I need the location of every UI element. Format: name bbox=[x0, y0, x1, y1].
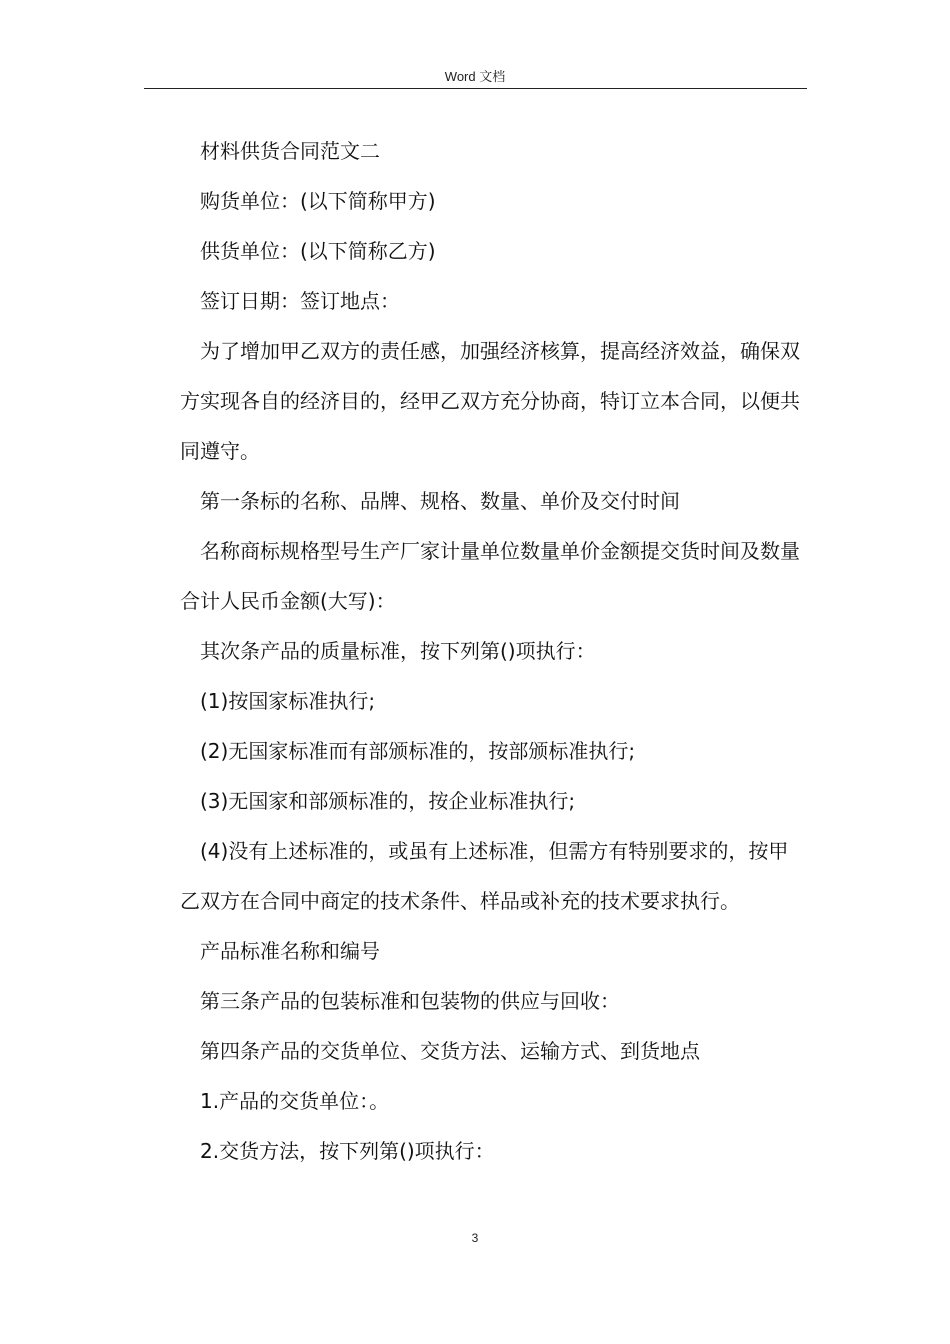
article-4-item-1: 1.产品的交货单位：。 bbox=[200, 1089, 390, 1113]
supplier-line: 供货单位：(以下简称乙方) bbox=[200, 239, 436, 263]
article-2-item-4: (4)没有上述标准的，或虽有上述标准，但需方有特别要求的，按甲乙双方在合同中商定的技术条件、样品或补充的技术要求执行。 bbox=[180, 839, 789, 913]
article-2-item-1: (1)按国家标准执行; bbox=[200, 689, 376, 713]
document-title: 材料供货合同范文二 bbox=[200, 139, 380, 163]
article-4-heading: 第四条产品的交货单位、交货方法、运输方式、到货地点 bbox=[200, 1039, 700, 1063]
article-4-item-2: 2.交货方法，按下列第()项执行： bbox=[200, 1139, 495, 1163]
product-standard-line: 产品标准名称和编号 bbox=[200, 939, 380, 963]
article-3-heading: 第三条产品的包装标准和包装物的供应与回收： bbox=[200, 989, 620, 1013]
preamble-paragraph: 为了增加甲乙双方的责任感，加强经济核算，提高经济效益，确保双方实现各自的经济目的，经甲乙双方充分协商，特订立本合同，以便共同遵守。 bbox=[180, 339, 800, 463]
article-1-heading: 第一条标的名称、品牌、规格、数量、单价及交付时间 bbox=[200, 489, 680, 513]
header-divider bbox=[144, 88, 807, 89]
page-header-label: Word 文档 bbox=[444, 69, 506, 84]
document-body bbox=[180, 126, 806, 1176]
signing-info-line: 签订日期：签订地点： bbox=[200, 289, 400, 313]
article-2-item-3: (3)无国家和部颁标准的，按企业标准执行; bbox=[200, 789, 576, 813]
page-number: 3 bbox=[471, 1231, 479, 1245]
buyer-line: 购货单位：(以下简称甲方) bbox=[200, 189, 436, 213]
article-2-item-2: (2)无国家标准而有部颁标准的，按部颁标准执行; bbox=[200, 739, 636, 763]
article-1-fields: 名称商标规格型号生产厂家计量单位数量单价金额提交货时间及数量合计人民币金额(大写)： bbox=[180, 539, 800, 613]
article-2-heading: 其次条产品的质量标准，按下列第()项执行： bbox=[200, 639, 596, 663]
